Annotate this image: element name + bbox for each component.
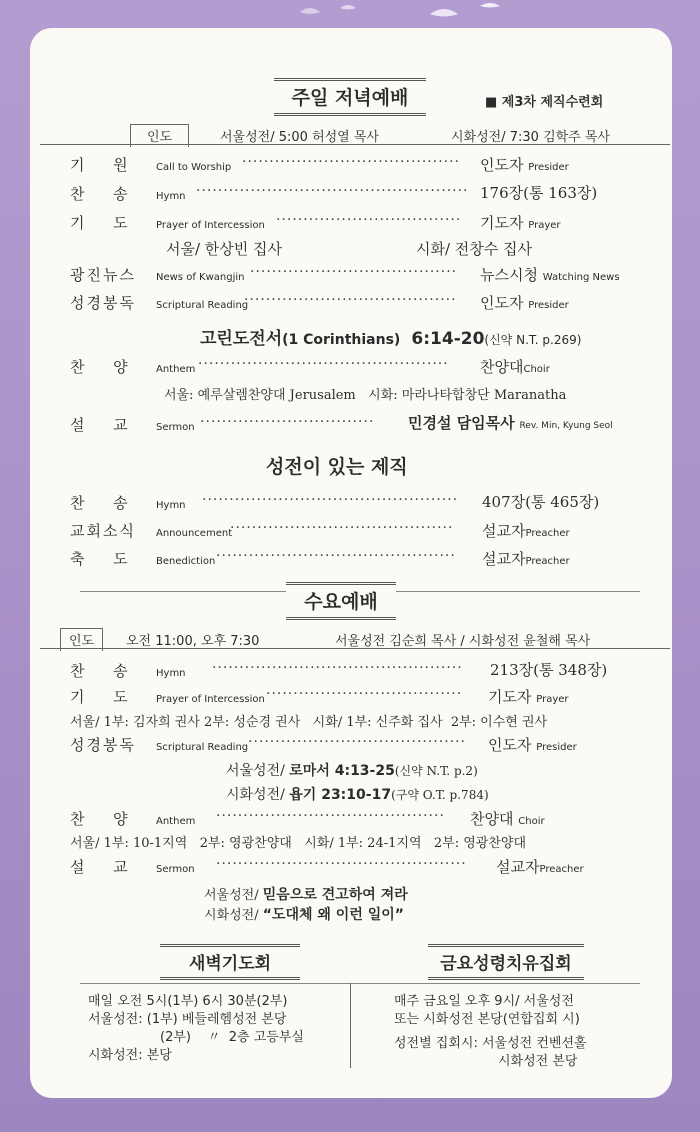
list-item: 찬 송 Hymn bbox=[70, 185, 186, 203]
prayer-seoul: 서울/ 한상빈 집사 bbox=[166, 240, 283, 258]
list-item-right: 기도자 Prayer bbox=[480, 214, 561, 232]
dawn-title: 새벽기도회 bbox=[160, 944, 300, 980]
leader-dots: ········································ bbox=[242, 154, 461, 170]
ordination-title: 성전이 있는 제직 bbox=[266, 456, 408, 478]
list-item: 기 도 Prayer of Intercession bbox=[70, 688, 265, 706]
list-item: 광진뉴스 News of Kwangjin bbox=[70, 266, 245, 284]
wed-leader-box: 인도 bbox=[60, 628, 103, 651]
leader-dots: ··············································· bbox=[202, 492, 459, 508]
bird-decoration-icon bbox=[280, 0, 530, 30]
leader-dots: ·············································· bbox=[216, 856, 467, 872]
list-item-right: 찬양대Choir bbox=[480, 358, 550, 376]
list-item: 기 원 Call to Worship bbox=[70, 156, 232, 174]
leader-dots: ······································· bbox=[244, 292, 457, 308]
list-item-right: 인도자 Presider bbox=[480, 156, 569, 174]
leader-seoul: 서울성전/ 5:00 허성열 목사 bbox=[220, 130, 379, 145]
list-item: 성경봉독 Scriptural Reading bbox=[70, 294, 249, 312]
friday-line2: 또는 시화성전 본당(연합집회 시) bbox=[394, 1012, 580, 1027]
list-item-right: 설교자Preacher bbox=[496, 858, 584, 876]
sunday-title: 주일 저녁예배 bbox=[274, 78, 426, 116]
wed-anthem-detail: 서울/ 1부: 10-1지역 2부: 영광찬양대 시화/ 1부: 24-1지역 2부: 영광찬양대 bbox=[70, 836, 527, 851]
list-item-right: 뉴스시청 Watching News bbox=[480, 266, 620, 284]
sermon-seoul: 서울성전/ 믿음으로 견고하여 져라 bbox=[204, 887, 408, 903]
sermon-siwha: 시화성전/ “도대체 왜 이런 일이” bbox=[204, 907, 404, 923]
list-item-right: 407장(통 465장) bbox=[482, 493, 600, 511]
dawn-line1: 매일 오전 5시(1부) 6시 30분(2부) bbox=[88, 994, 288, 1009]
list-item-right: 176장(통 163장) bbox=[480, 184, 598, 202]
leader-dots: ······································ bbox=[250, 264, 458, 280]
list-item: 찬 송 Hymn bbox=[70, 662, 186, 680]
list-item-right: 인도자 Presider bbox=[480, 294, 569, 312]
prayer-siwha: 시화/ 전창수 집사 bbox=[416, 240, 533, 258]
leader-dots: ·················································· bbox=[196, 183, 469, 199]
friday-line1: 매주 금요일 오후 9시/ 서울성전 bbox=[394, 994, 574, 1009]
list-item: 축 도 Benediction bbox=[70, 550, 216, 568]
list-item-right: 찬양대 Choir bbox=[470, 810, 545, 828]
dawn-line3: (2부) 〃 2층 고등부실 bbox=[160, 1030, 304, 1045]
leader-box: 인도 bbox=[130, 124, 189, 147]
reading-seoul: 서울성전/ 로마서 4:13-25(신약 N.T. p.2) bbox=[226, 763, 478, 779]
leader-dots: ········································· bbox=[230, 520, 454, 536]
wednesday-title: 수요예배 bbox=[286, 582, 396, 620]
list-item: 성경봉독 Scriptural Reading bbox=[70, 736, 249, 754]
list-item: 기 도 Prayer of Intercession bbox=[70, 214, 265, 232]
list-item-right: 213장(통 348장) bbox=[490, 661, 608, 679]
leader-dots: ································ bbox=[200, 414, 375, 430]
leader-dots: ········································ bbox=[248, 734, 467, 750]
list-item: 찬 양 Anthem bbox=[70, 810, 196, 828]
list-item-right: 인도자 Presider bbox=[488, 736, 577, 754]
list-item: 교회소식 Announcement bbox=[70, 522, 233, 540]
side-note: ■ 제3차 제직수련회 bbox=[485, 95, 604, 110]
list-item-right: 설교자Preacher bbox=[482, 550, 570, 568]
friday-title: 금요성령치유집회 bbox=[428, 944, 584, 980]
dawn-line4: 시화성전: 본당 bbox=[88, 1048, 172, 1063]
leader-dots: ·········································· bbox=[216, 808, 445, 824]
bulletin-page bbox=[30, 28, 672, 1098]
list-item-right: 설교자Preacher bbox=[482, 522, 570, 540]
list-item: 찬 양 Anthem bbox=[70, 358, 196, 376]
leader-dots: ·································· bbox=[276, 212, 462, 228]
list-item-right: 민경설 담임목사 Rev. Min, Kyung Seol bbox=[408, 414, 613, 432]
leader-dots: ···································· bbox=[266, 686, 463, 702]
leader-dots: ············································ bbox=[216, 548, 456, 564]
dawn-line2: 서울성전: (1부) 베들레헴성전 본당 bbox=[88, 1012, 287, 1027]
list-item: 설 교 Sermon bbox=[70, 416, 195, 434]
wed-leader-names: 서울성전 김순희 목사 / 시화성전 윤철해 목사 bbox=[335, 634, 591, 649]
reading-siwha: 시화성전/ 욥기 23:10-17(구약 O.T. p.784) bbox=[226, 787, 489, 803]
list-item: 설 교 Sermon bbox=[70, 858, 195, 876]
anthem-detail: 서울: 예루살렘찬양대 Jerusalem 시화: 마라나타합창단 Maranatha bbox=[164, 388, 567, 403]
leader-dots: ·············································· bbox=[212, 660, 463, 676]
list-item-right: 기도자 Prayer bbox=[488, 688, 569, 706]
list-item: 찬 송 Hymn bbox=[70, 494, 186, 512]
column-divider bbox=[350, 983, 351, 1068]
friday-line4: 시화성전 본당 bbox=[498, 1054, 578, 1069]
wed-prayer-detail: 서울/ 1부: 김자희 권사 2부: 성순경 권사 시화/ 1부: 신주화 집사 2부: 이수현 권사 bbox=[70, 715, 548, 730]
scripture-line: 고린도전서(1 Corinthians) 6:14-20(신약 N.T. p.269) bbox=[200, 329, 582, 349]
section-rule bbox=[80, 983, 640, 984]
leader-dots: ·············································· bbox=[198, 356, 449, 372]
wed-leader-time: 오전 11:00, 오후 7:30 bbox=[126, 634, 260, 649]
leader-siwha: 시화성전/ 7:30 김학주 목사 bbox=[451, 130, 610, 145]
friday-line3: 성전별 집회시: 서울성전 컨벤션홀 bbox=[394, 1036, 587, 1051]
